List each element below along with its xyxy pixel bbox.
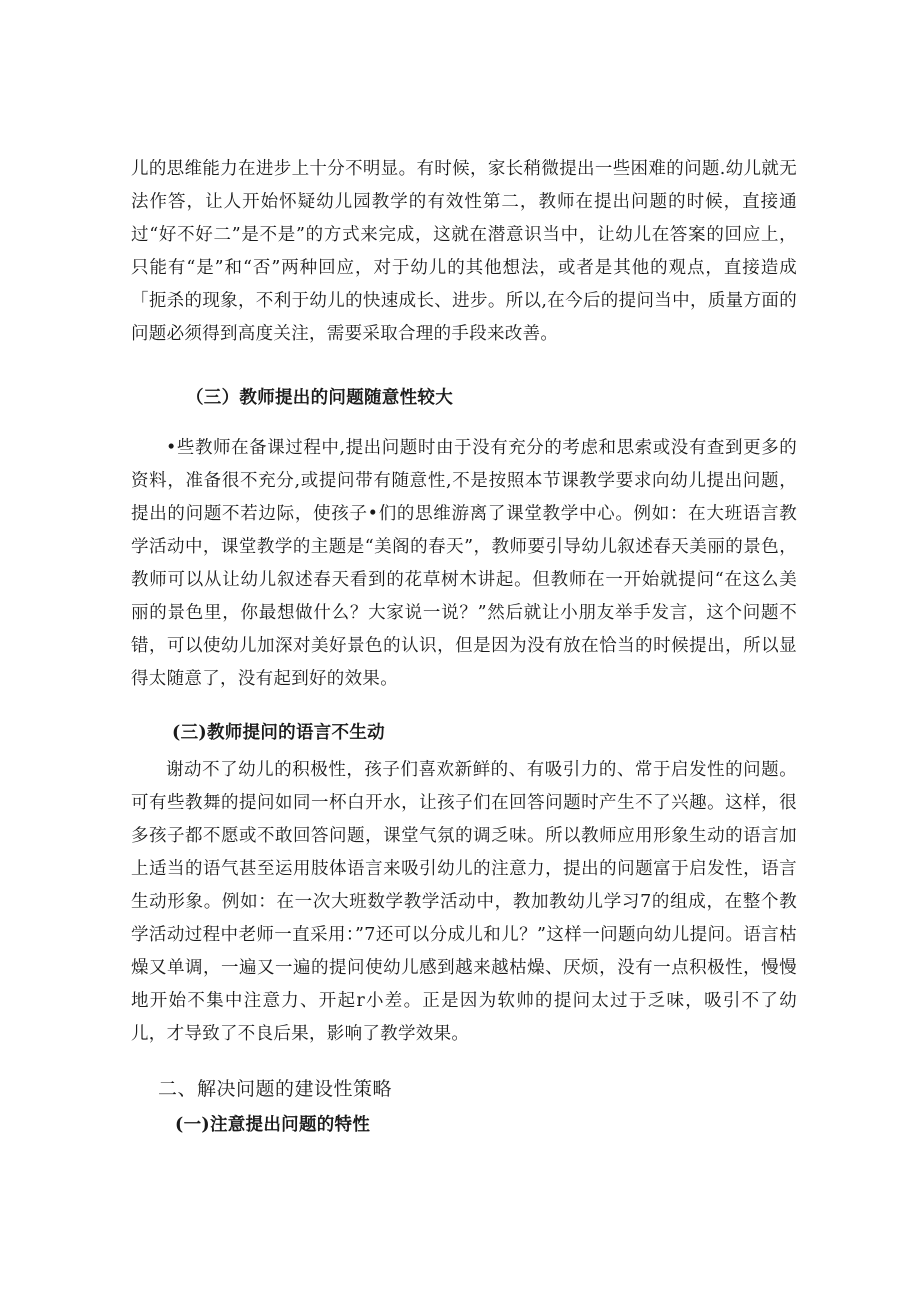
chapter-heading: 二、解决问题的建设性策略 <box>158 1078 393 1100</box>
section-heading: （三）教师提出的问题随意性较大 <box>186 388 453 408</box>
body-paragraph: •些教师在备课过程中,提出问题时由于没有充分的考虑和思索或没有查到更多的资料，准备很不充分,或提问带有随意性,不是按照本节课教学要求向幼儿提出问题，提出的问题不若边际，使孩子•们的思维游离了课堂教学中心。例如：在大班语言教学活动中，课堂教学的主题是“美阁的春天”，教师要引导幼儿叙述春天美丽的景色，教师可以从让幼儿叙述春天看到的花草树木讲起。但教师在一开始就提问“在这么美丽的景色里，你最想做什么？大家说一说？”然后就让小朋友举手发言，这个问题不错，可以使幼儿加深对美好景色的认识，但是因为没有放在恰当的时候提出，所以显得太随意了，没有起到好的效果。 <box>131 438 797 689</box>
section-heading: (三)教师提问的语言不生动 <box>172 723 385 743</box>
section-heading: (一)注意提出问题的特性 <box>175 1115 371 1135</box>
body-paragraph: 谢动不了幼儿的积极性，孩子们喜欢新鲜的、有吸引力的、常于启发性的问题。可有些教舞的提问如同一杯白开水，让孩子们在回答问题时产生不了兴趣。这样，很多孩子都不愿或不敢回答问题，课堂气氛的调乏味。所以教师应用形象生动的语言加上适当的语气甚至运用肢体语言来吸引幼儿的注意力，提出的问题富于启发性，语言生动形象。例如：在一次大班数学教学活动中，教加教幼儿学习7的组成，在整个教学活动过程中老师一直采用：”7还可以分成儿和儿？”这样一问题向幼儿提问。语言枯燥又单调，一遍又一遍的提问使幼儿感到越来越枯燥、厌烦，没有一点积极性，慢慢地开始不集中注意力、开起r小差。正是因为软帅的提问太过于乏味，吸引不了幼儿，才导致了不良后果，影响了教学效果。 <box>131 760 797 1044</box>
body-paragraph: 儿的思维能力在进步上十分不明显。有时候，家长稍微提出一些困难的问题.幼儿就无法作答，让人开始怀疑幼儿园教学的有效性第二，教师在提出问题的时候，直接通过“好不好二”是不是”的方式来完成，这就在潜意识当中，让幼儿在答案的回应上，只能有“是”和“否”两种回应，对于幼儿的其他想法，或者是其他的观点，直接造成「扼杀的现象，不利于幼儿的快速成长、进步。所以,在今后的提问当中，质量方面的问题必须得到高度关注，需要采取合理的手段来改善。 <box>131 159 797 344</box>
